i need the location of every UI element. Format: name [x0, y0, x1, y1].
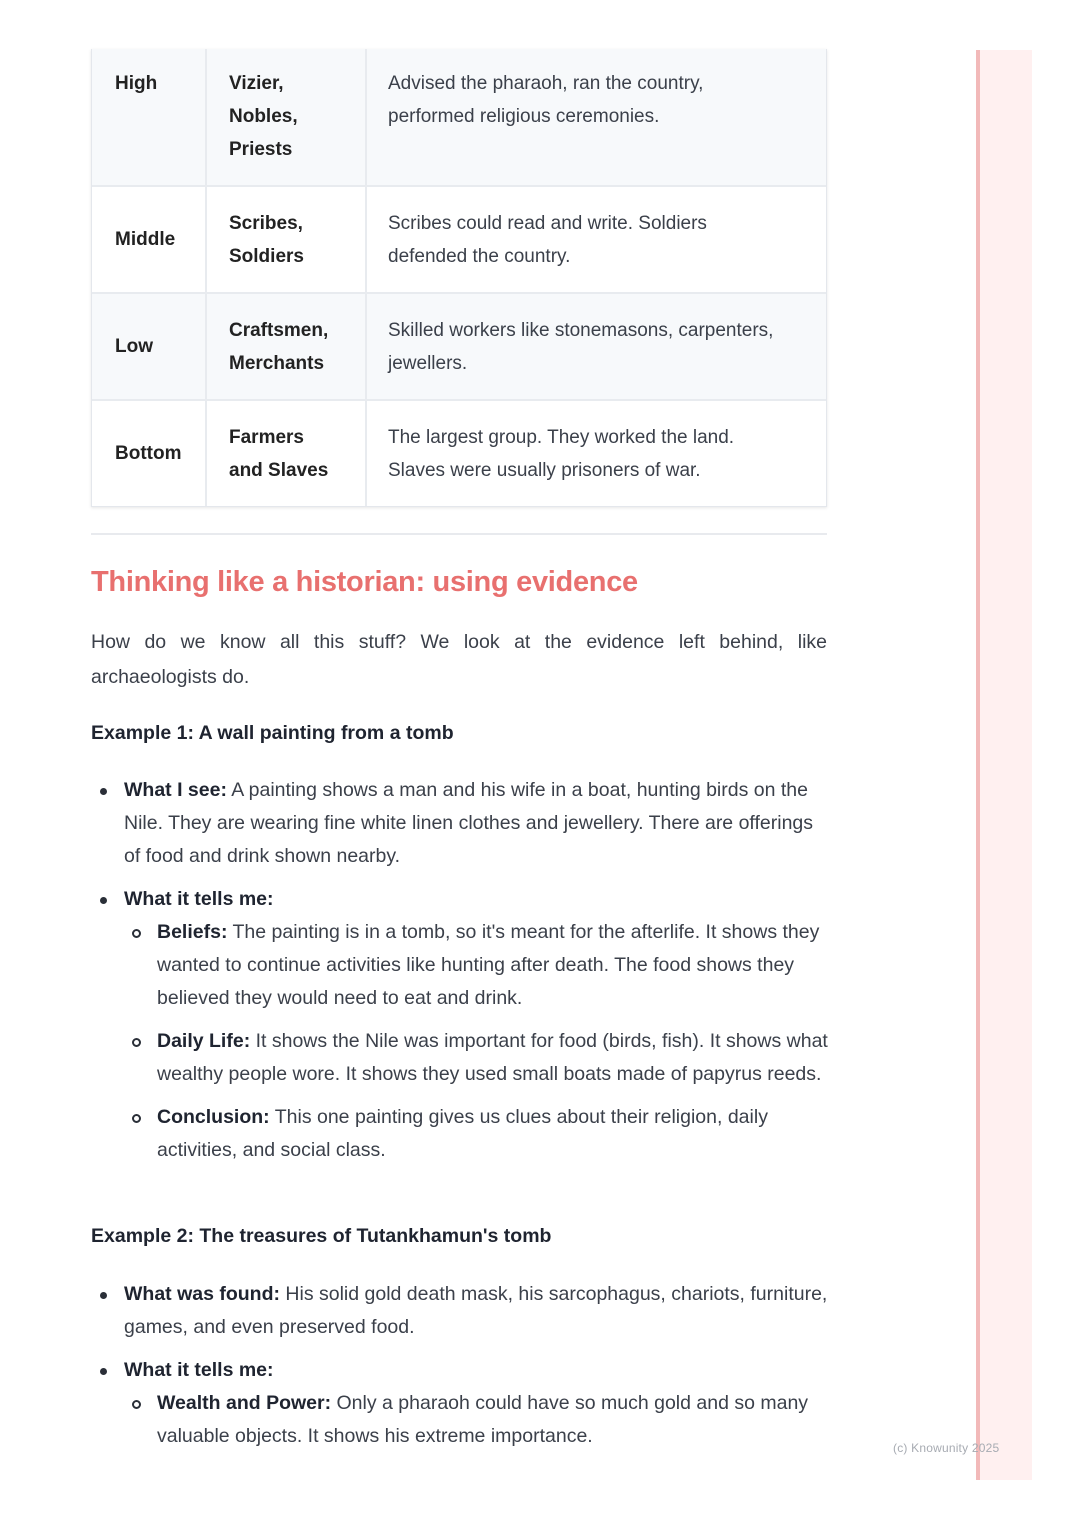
circle-bullet-icon [132, 1114, 141, 1123]
example-1-list [91, 774, 831, 1177]
sub-bullet-text: The painting is in a tomb, so it's meant for the afterlife. It shows they wanted to continue activities like hunting after death. The food shows they believed they would need to eat and drink. [157, 921, 820, 1009]
bullet-label: What it tells me: [124, 888, 274, 910]
table-row [92, 401, 826, 506]
description-cell [367, 187, 826, 292]
bullet-text: A painting shows a man and his wife in a boat, hunting birds on the Nile. They are wearing fine white linen clothes and jewellery. There are offerings of food and drink shown nearby. [124, 779, 814, 867]
bullet-text: His solid gold death mask, his sarcophagus, chariots, furniture, games, and even preserved food. [124, 1283, 828, 1338]
group-line: Scribes, [229, 212, 303, 234]
description-line: Advised the pharaoh, ran the country, [388, 73, 704, 94]
circle-bullet-icon [132, 1038, 141, 1047]
groups-cell [207, 49, 367, 185]
sub-bullet-label: Beliefs: [157, 921, 228, 943]
list-item [91, 883, 831, 916]
group-line: Priests [229, 139, 293, 160]
description-line: Scribes could read and write. Soldiers [388, 213, 707, 234]
bullet-icon [100, 788, 107, 795]
groups-cell [207, 187, 367, 292]
group-line: Vizier, [229, 73, 284, 94]
description-cell [367, 401, 826, 506]
bullet-icon [100, 1368, 107, 1375]
description-line: performed religious ceremonies. [388, 106, 660, 127]
level-cell: High [92, 49, 207, 185]
example-2-title: Example 2: The treasures of Tutankhamun's tomb [91, 1225, 552, 1247]
intro-paragraph: How do we know all this stuff? We look at the evidence left behind, like archaeologists do. [91, 631, 827, 688]
sub-bullet-text: Only a pharaoh could have so much gold and so many valuable objects. It shows his extreme importance. [157, 1392, 809, 1447]
sub-bullet-text: It shows the Nile was important for food (birds, fish). It shows what wealthy people wore. It shows they used small boats made of papyrus reeds. [157, 1030, 828, 1085]
group-line: Farmers [229, 426, 304, 448]
copyright-text: (c) Knowunity 2025 [893, 1441, 1000, 1455]
level-cell: Middle [92, 187, 207, 292]
description-cell [367, 294, 826, 399]
sub-list-item [91, 1387, 831, 1453]
table-row [92, 294, 826, 401]
group-line: and Slaves [229, 459, 329, 481]
description-cell [367, 49, 826, 185]
example-1-title: Example 1: A wall painting from a tomb [91, 722, 454, 744]
bullet-icon [100, 897, 107, 904]
side-margin-strip [976, 50, 1032, 1480]
bullet-label: What it tells me: [124, 1359, 274, 1381]
groups-cell [207, 401, 367, 506]
group-line: Craftsmen, [229, 319, 329, 341]
sub-list-item [91, 1025, 831, 1091]
sub-bullet-label: Daily Life: [157, 1030, 251, 1052]
table-row [92, 49, 826, 187]
list-item [91, 774, 831, 873]
level-cell: Bottom [92, 401, 207, 506]
circle-bullet-icon [132, 1400, 141, 1409]
example-2-list [91, 1278, 831, 1463]
circle-bullet-icon [132, 929, 141, 938]
bullet-icon [100, 1292, 107, 1299]
sub-bullet-label: Conclusion: [157, 1106, 270, 1128]
group-line: Soldiers [229, 245, 304, 267]
table-row [92, 187, 826, 294]
bullet-label: What I see: [124, 779, 227, 801]
description-line: Skilled workers like stonemasons, carpenters, [388, 320, 774, 341]
group-line: Nobles, [229, 106, 298, 127]
sub-list-item [91, 916, 831, 1015]
description-line: jewellers. [388, 353, 468, 374]
bullet-label: What was found: [124, 1283, 280, 1305]
groups-cell [207, 294, 367, 399]
section-divider [91, 533, 827, 535]
description-line: Slaves were usually prisoners of war. [388, 460, 701, 481]
sub-list-item [91, 1101, 831, 1167]
group-line: Merchants [229, 352, 325, 374]
sub-bullet-text: This one painting gives us clues about their religion, daily activities, and social class. [157, 1106, 768, 1161]
description-line: The largest group. They worked the land. [388, 427, 735, 448]
social-class-table [91, 49, 827, 507]
list-item [91, 1354, 831, 1387]
side-margin-line [976, 50, 980, 1480]
sub-bullet-label: Wealth and Power: [157, 1392, 332, 1414]
description-line: defended the country. [388, 246, 571, 267]
section-heading: Thinking like a historian: using evidence [91, 566, 638, 598]
level-cell: Low [92, 294, 207, 399]
list-item [91, 1278, 831, 1344]
